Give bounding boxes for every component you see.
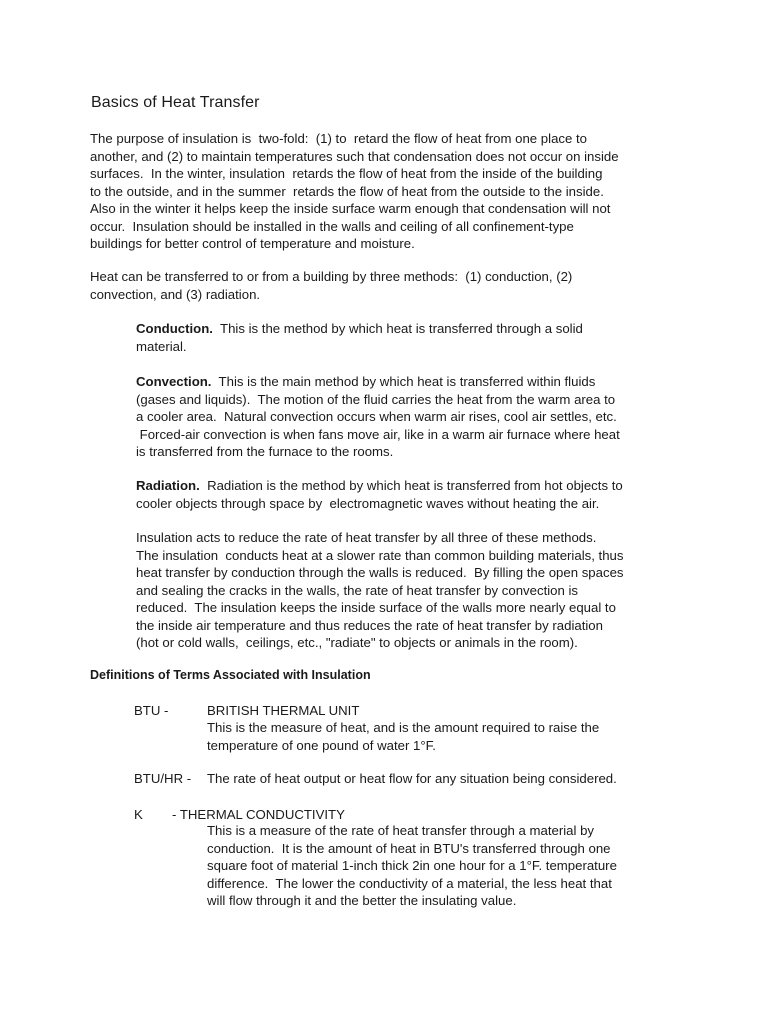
btuhr-abbreviation: BTU/HR -: [134, 771, 192, 786]
insulation-summary-paragraph: Insulation acts to reduce the rate of heat transfer by all three of these methods. The insulation conducts heat at a slower rate than common building materials, thus heat transfer by conduction through the walls is reduced. By filling the open spaces and sealing the cracks in the walls, the rate of heat transfer by convection is reduced. The insulation keeps the inside surface of the walls more nearly equal to the inside air temperature and thus reduces the rate of heat transfer by radiation (hot or cold walls, ceilings, etc., "radiate" to objects or animals in the room).: [136, 530, 624, 650]
k-abbreviation: K: [134, 807, 143, 822]
conduction-definition: [136, 320, 696, 355]
conduction-term: Conduction.: [136, 321, 213, 336]
intro-paragraph: The purpose of insulation is two-fold: (1) to retard the flow of heat from one place to another, and (2) to maintain temperatures such that condensation does not occur on inside surfaces. In the winter, insulation retards the flow of heat from the inside of the building to the outside, and in the summer retards the flow of heat from the outside to the inside. Also in the winter it helps keep the inside surface warm enough that condensation will not occur. Insulation should be installed in the walls and ceiling of all confinement-type buildings for better control of temperature and moisture.: [90, 131, 619, 251]
methods-intro-paragraph: Heat can be transferred to or from a building by three methods: (1) conduction, (2) convection, and (3) radiation.: [90, 269, 573, 302]
definitions-heading: Definitions of Terms Associated with Insulation: [90, 668, 371, 682]
convection-term: Convection.: [136, 374, 212, 389]
btuhr-description: The rate of heat output or heat flow for any situation being considered.: [207, 771, 617, 786]
btu-abbreviation: BTU -: [134, 703, 169, 718]
convection-text: This is the main method by which heat is transferred within fluids (gases and liquids). The motion of the fluid carries the heat from the warm area to a cooler area. Natural convection occurs when warm air rises, cool air settles, etc. Forced-air convection is when fans move air, like in a warm air furnace where heat is transferred from the furnace to the rooms.: [136, 374, 620, 459]
k-name: - THERMAL CONDUCTIVITY: [172, 807, 345, 822]
radiation-definition: [136, 477, 696, 512]
btu-description: This is the measure of heat, and is the amount required to raise the temperature of one pound of water 1°F.: [207, 720, 600, 753]
convection-definition: [136, 373, 696, 461]
btu-name: BRITISH THERMAL UNIT: [207, 703, 360, 718]
page-title: Basics of Heat Transfer: [91, 94, 260, 111]
conduction-text: This is the method by which heat is transferred through a solid material.: [136, 321, 583, 354]
radiation-term: Radiation.: [136, 478, 200, 493]
k-description: This is a measure of the rate of heat transfer through a material by conduction. It is the amount of heat in BTU's transferred through one square foot of material 1-inch thick 2in one hour for a 1°F. temperature difference. The lower the conductivity of a material, the less heat that will flow through it and the better the insulating value.: [207, 823, 617, 908]
radiation-text: Radiation is the method by which heat is transferred from hot objects to cooler objects through space by electromagnetic waves without heating the air.: [136, 478, 623, 511]
